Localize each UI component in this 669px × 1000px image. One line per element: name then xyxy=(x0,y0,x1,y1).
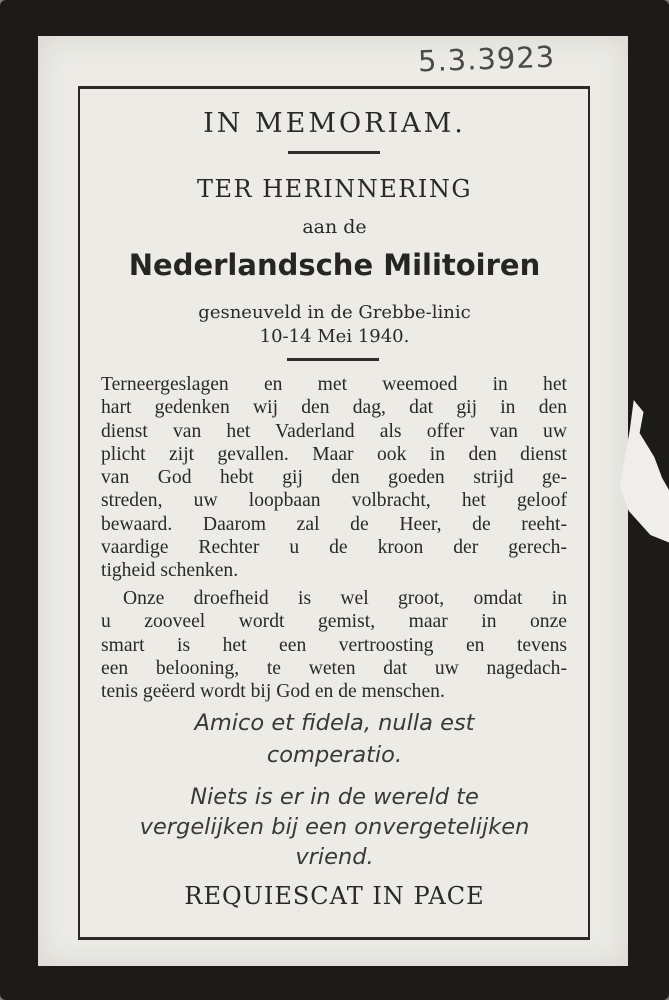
paragraph-1-line: tigheid schenken. xyxy=(101,560,239,582)
date-divider xyxy=(287,358,379,361)
paragraph-2-line: smart is het een vertroosting en tevens xyxy=(101,634,567,656)
paragraph-2-line: Onze droefheid is wel groot, omdat in xyxy=(123,588,567,609)
latin-quote-line: comperatio. xyxy=(266,742,403,768)
paragraph-1 xyxy=(101,373,567,583)
paragraph-2 xyxy=(101,587,567,703)
card-subheading: aan de xyxy=(302,216,367,238)
card-heading: TER HERINNERING xyxy=(197,175,472,203)
paragraph-2-line: een belooning, te weten dat uw nagedach- xyxy=(101,657,567,679)
title-divider xyxy=(288,151,380,154)
dutch-quote-line: vriend. xyxy=(295,844,374,870)
paragraph-1-line: hart gedenken wij den dag, dat gij in den xyxy=(101,397,567,419)
paragraph-1-line: streden, uw loopbaan volbracht, het geloof xyxy=(101,490,567,512)
date-line: 10-14 Mei 1940. xyxy=(259,326,410,347)
paragraph-1-line: bewaard. Daarom zal de Heer, de reeht- xyxy=(101,513,567,535)
closing-line: REQUIESCAT IN PACE xyxy=(184,882,485,910)
location-line: gesneuveld in de Grebbe-linic xyxy=(198,302,471,323)
card-title: IN MEMORIAM. xyxy=(203,108,466,139)
handwritten-number: 5.3.3923 xyxy=(417,39,556,79)
paragraph-1-line: plicht zijt gevallen. Maar ook in den dienst xyxy=(101,443,567,465)
paragraph-1-line: dienst van het Vaderland als offer van uw xyxy=(101,420,567,442)
main-title: Nederlandsche Militoiren xyxy=(128,248,541,282)
paragraph-2-line: u zooveel wordt gemist, maar in onze xyxy=(101,611,567,633)
latin-quote-line: Amico et fidela, nulla est xyxy=(194,710,475,736)
paragraph-1-line: Terneergeslagen en met weemoed in het xyxy=(101,374,567,395)
paragraph-1-line: van God hebt gij den goeden strijd ge- xyxy=(101,467,567,489)
paragraph-2-line: tenis geëerd wordt bij God en de menschen. xyxy=(101,681,445,703)
paragraph-1-line: vaardige Rechter u de kroon der gerech- xyxy=(101,537,567,559)
dutch-quote-line: Niets is er in de wereld te xyxy=(190,784,479,810)
dutch-quote-line: vergelijken bij een onvergetelijken xyxy=(139,814,530,840)
